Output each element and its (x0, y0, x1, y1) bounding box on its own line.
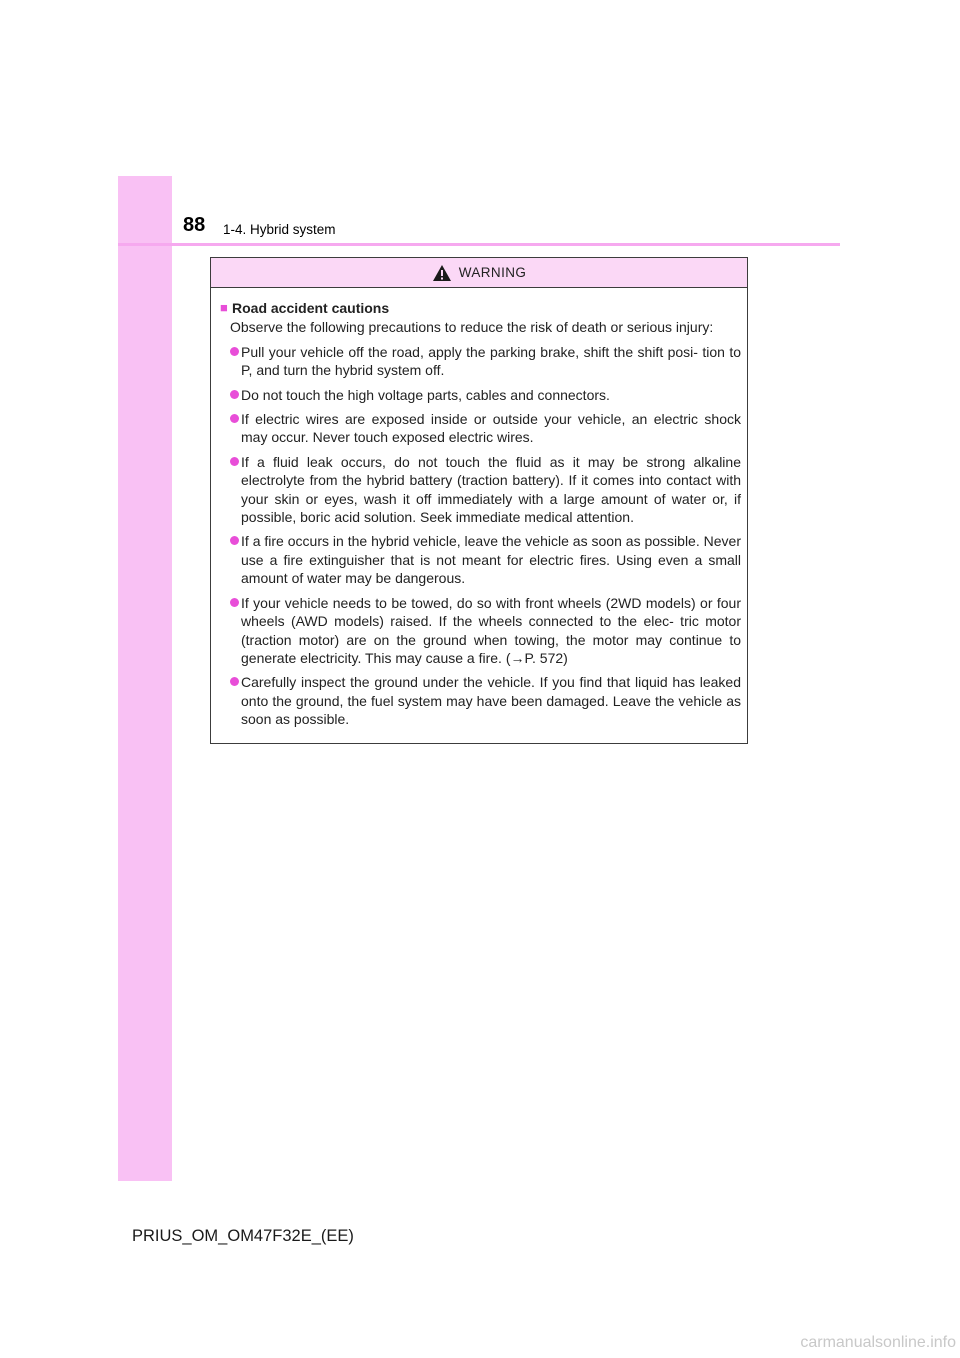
list-item (220, 343, 741, 380)
list-item-text: Carefully inspect the ground under the vehicle. If you find that liquid has leaked onto the ground, the fuel system may have been damaged. Leave the vehicle as soon as possible. (241, 674, 741, 728)
list-item-text: If your vehicle needs to be towed, do so with front wheels (2WD models) or four wheels (AWD models) raised. If the wheels connected to the elec- tric motor (traction motor) are on the ground when towing, the motor may continue to generate electricity. This may cause a fire. (→P. 572) (241, 594, 741, 666)
side-tab-band (118, 176, 172, 1181)
warning-header (211, 258, 747, 288)
warning-label: WARNING (458, 265, 527, 280)
header-rule (118, 243, 840, 246)
warning-heading: Road accident cautions (232, 300, 390, 316)
list-item (220, 453, 741, 527)
list-item (220, 673, 741, 728)
page-number: 88 (183, 214, 206, 236)
watermark: carmanualsonline.info (800, 1334, 956, 1351)
list-item-text: If a fire occurs in the hybrid vehicle, leave the vehicle as soon as possible. Never use a fire extinguisher that is not meant for electric fires. Using even a small amount of water may be dangerous. (241, 533, 741, 587)
list-item-text: If electric wires are exposed inside or outside your vehicle, an electric shock may occur. Never touch exposed electric wires. (241, 411, 741, 446)
list-item-text: Pull your vehicle off the road, apply the parking brake, shift the shift posi- tion to P, and turn the hybrid system off. (241, 343, 741, 379)
list-item-text: If a fluid leak occurs, do not touch the fluid as it may be strong alkaline electrolyte from the hybrid battery (traction battery). If it comes into contact with your skin or eyes, wash it off immediately with a large amount of water or, if possible, boric acid solution. Seek immediate medical attention. (241, 453, 741, 526)
warning-body (211, 288, 747, 729)
warning-heading-row (220, 299, 741, 317)
warning-intro: Observe the following precautions to reduce the risk of death or serious injury: (230, 319, 714, 336)
footer-document-code: PRIUS_OM_OM47F32E_(EE) (132, 1227, 354, 1245)
warning-triangle-icon (432, 264, 452, 282)
list-item (220, 532, 741, 587)
list-item (220, 594, 741, 668)
square-bullet-icon: ■ (220, 300, 228, 315)
list-item (220, 410, 741, 447)
list-item (220, 386, 741, 404)
section-title: 1-4. Hybrid system (223, 222, 336, 237)
warning-box (210, 257, 748, 744)
list-item-text: Do not touch the high voltage parts, cables and connectors. (241, 386, 610, 403)
